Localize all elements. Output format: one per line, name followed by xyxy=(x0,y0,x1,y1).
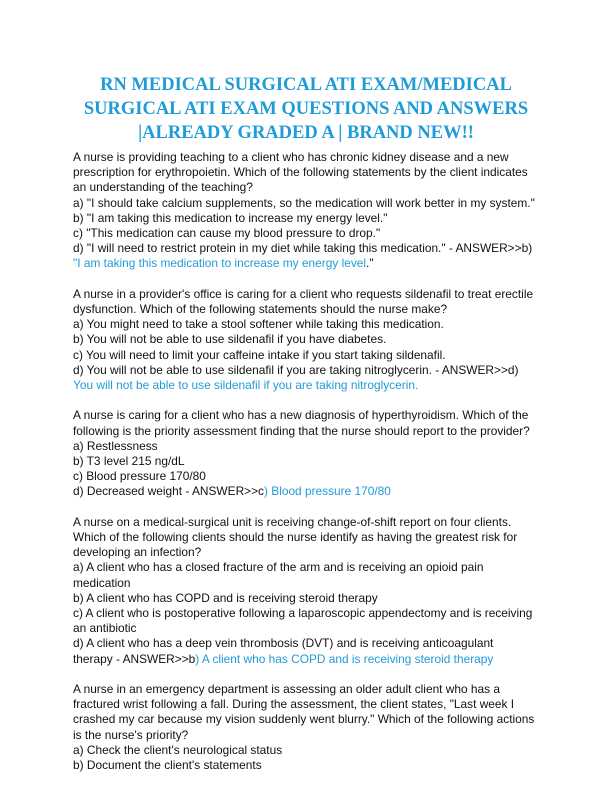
answer-option: c) Blood pressure 170/80 xyxy=(73,469,206,484)
question-block-1 xyxy=(73,150,553,272)
answer-option: an antibiotic xyxy=(73,621,137,636)
answer-option: a) You might need to take a stool softener while taking this medication. xyxy=(73,317,444,332)
question-block-4 xyxy=(73,515,553,667)
answer-option: a) Check the client's neurological status xyxy=(73,742,283,757)
correct-answer: "I am taking this medication to increase my energy level xyxy=(73,256,367,271)
answer-option: a) "I should take calcium supplements, so the medication will work better in my system." xyxy=(73,195,535,210)
title-line: RN MEDICAL SURGICAL ATI EXAM/MEDICAL xyxy=(100,75,512,95)
question-block-2 xyxy=(73,287,553,393)
answer-option: b) You will not be able to use sildenafil if you have diabetes. xyxy=(73,332,387,347)
answer-option: medication xyxy=(73,575,131,590)
questions-list xyxy=(73,150,553,788)
correct-answer: ) A client who has COPD and is receiving steroid therapy xyxy=(195,651,494,666)
answer-option: d) You will not be able to use sildenafil if you are taking nitroglycerin. - ANSWER>>d) xyxy=(73,362,519,377)
question-stem-line: Which of the following clients should the nurse identify as having the greatest risk for xyxy=(73,530,518,545)
answer-option: c) A client who is postoperative following a laparoscopic appendectomy and is receiving xyxy=(73,606,533,621)
question-stem-line: prescription for erythropoietin. Which of the following statements by the client indicates xyxy=(73,165,528,180)
answer-option: a) A client who has a closed fracture of the arm and is receiving an opioid pain xyxy=(73,560,484,575)
answer-prefix: therapy - ANSWER>>b xyxy=(73,651,196,666)
answer-option: b) T3 level 215 ng/dL xyxy=(73,454,185,469)
answer-option: b) A client who has COPD and is receiving steroid therapy xyxy=(73,590,378,605)
answer-option: b) "I am taking this medication to increase my energy level." xyxy=(73,210,388,225)
correct-answer: You will not be able to use sildenafil if you are taking nitroglycerin. xyxy=(73,378,419,393)
title-line: SURGICAL ATI EXAM QUESTIONS AND ANSWERS xyxy=(83,99,529,119)
question-stem-line: A nurse in an emergency department is assessing an older adult client who has a xyxy=(73,682,500,697)
answer-option: b) Document the client's statements xyxy=(73,758,262,773)
question-stem-line: A nurse is caring for a client who has a new diagnosis of hyperthyroidism. Which of the xyxy=(73,408,529,423)
answer-prefix: d) Decreased weight - ANSWER>>c xyxy=(73,484,264,499)
question-block-3 xyxy=(73,408,553,499)
question-block-5 xyxy=(73,682,553,773)
question-stem-line: A nurse on a medical-surgical unit is receiving change-of-shift report on four clients. xyxy=(73,514,512,529)
answer-line xyxy=(73,256,553,271)
question-stem-line: A nurse is providing teaching to a client who has chronic kidney disease and a new xyxy=(73,150,509,164)
answer-option: d) "I will need to restrict protein in my diet while taking this medication." - ANSWER>>b) xyxy=(73,241,533,256)
question-stem-line: dysfunction. Which of the following statements should the nurse make? xyxy=(73,302,448,317)
question-stem-line: crashed my car because my vision suddenly went blurry." Which of the following actions xyxy=(73,712,535,727)
question-stem-line: following is the priority assessment finding that the nurse should report to the provider? xyxy=(73,423,530,438)
question-stem-line: fractured wrist following a fall. During the assessment, the client states, "Last week I xyxy=(73,697,515,712)
document-title xyxy=(60,73,552,145)
title-line: |ALREADY GRADED A | BRAND NEW!! xyxy=(138,123,474,143)
answer-option: c) You will need to limit your caffeine intake if you start taking sildenafil. xyxy=(73,347,446,362)
answer-option: a) Restlessness xyxy=(73,438,158,453)
answer-option: d) A client who has a deep vein thrombosis (DVT) and is receiving anticoagulant xyxy=(73,636,494,651)
answer-line xyxy=(73,652,553,667)
question-stem-line: an understanding of the teaching? xyxy=(73,180,253,195)
question-stem-line: is the nurse's priority? xyxy=(73,727,189,742)
question-stem-line: A nurse in a provider's office is caring for a client who requests sildenafil to treat erectile xyxy=(73,286,534,301)
answer-option: c) "This medication can cause my blood pressure to drop." xyxy=(73,226,381,241)
question-stem-line: developing an infection? xyxy=(73,545,202,560)
answer-line xyxy=(73,484,553,499)
answer-suffix: ." xyxy=(366,256,374,271)
correct-answer: ) Blood pressure 170/80 xyxy=(264,484,391,499)
